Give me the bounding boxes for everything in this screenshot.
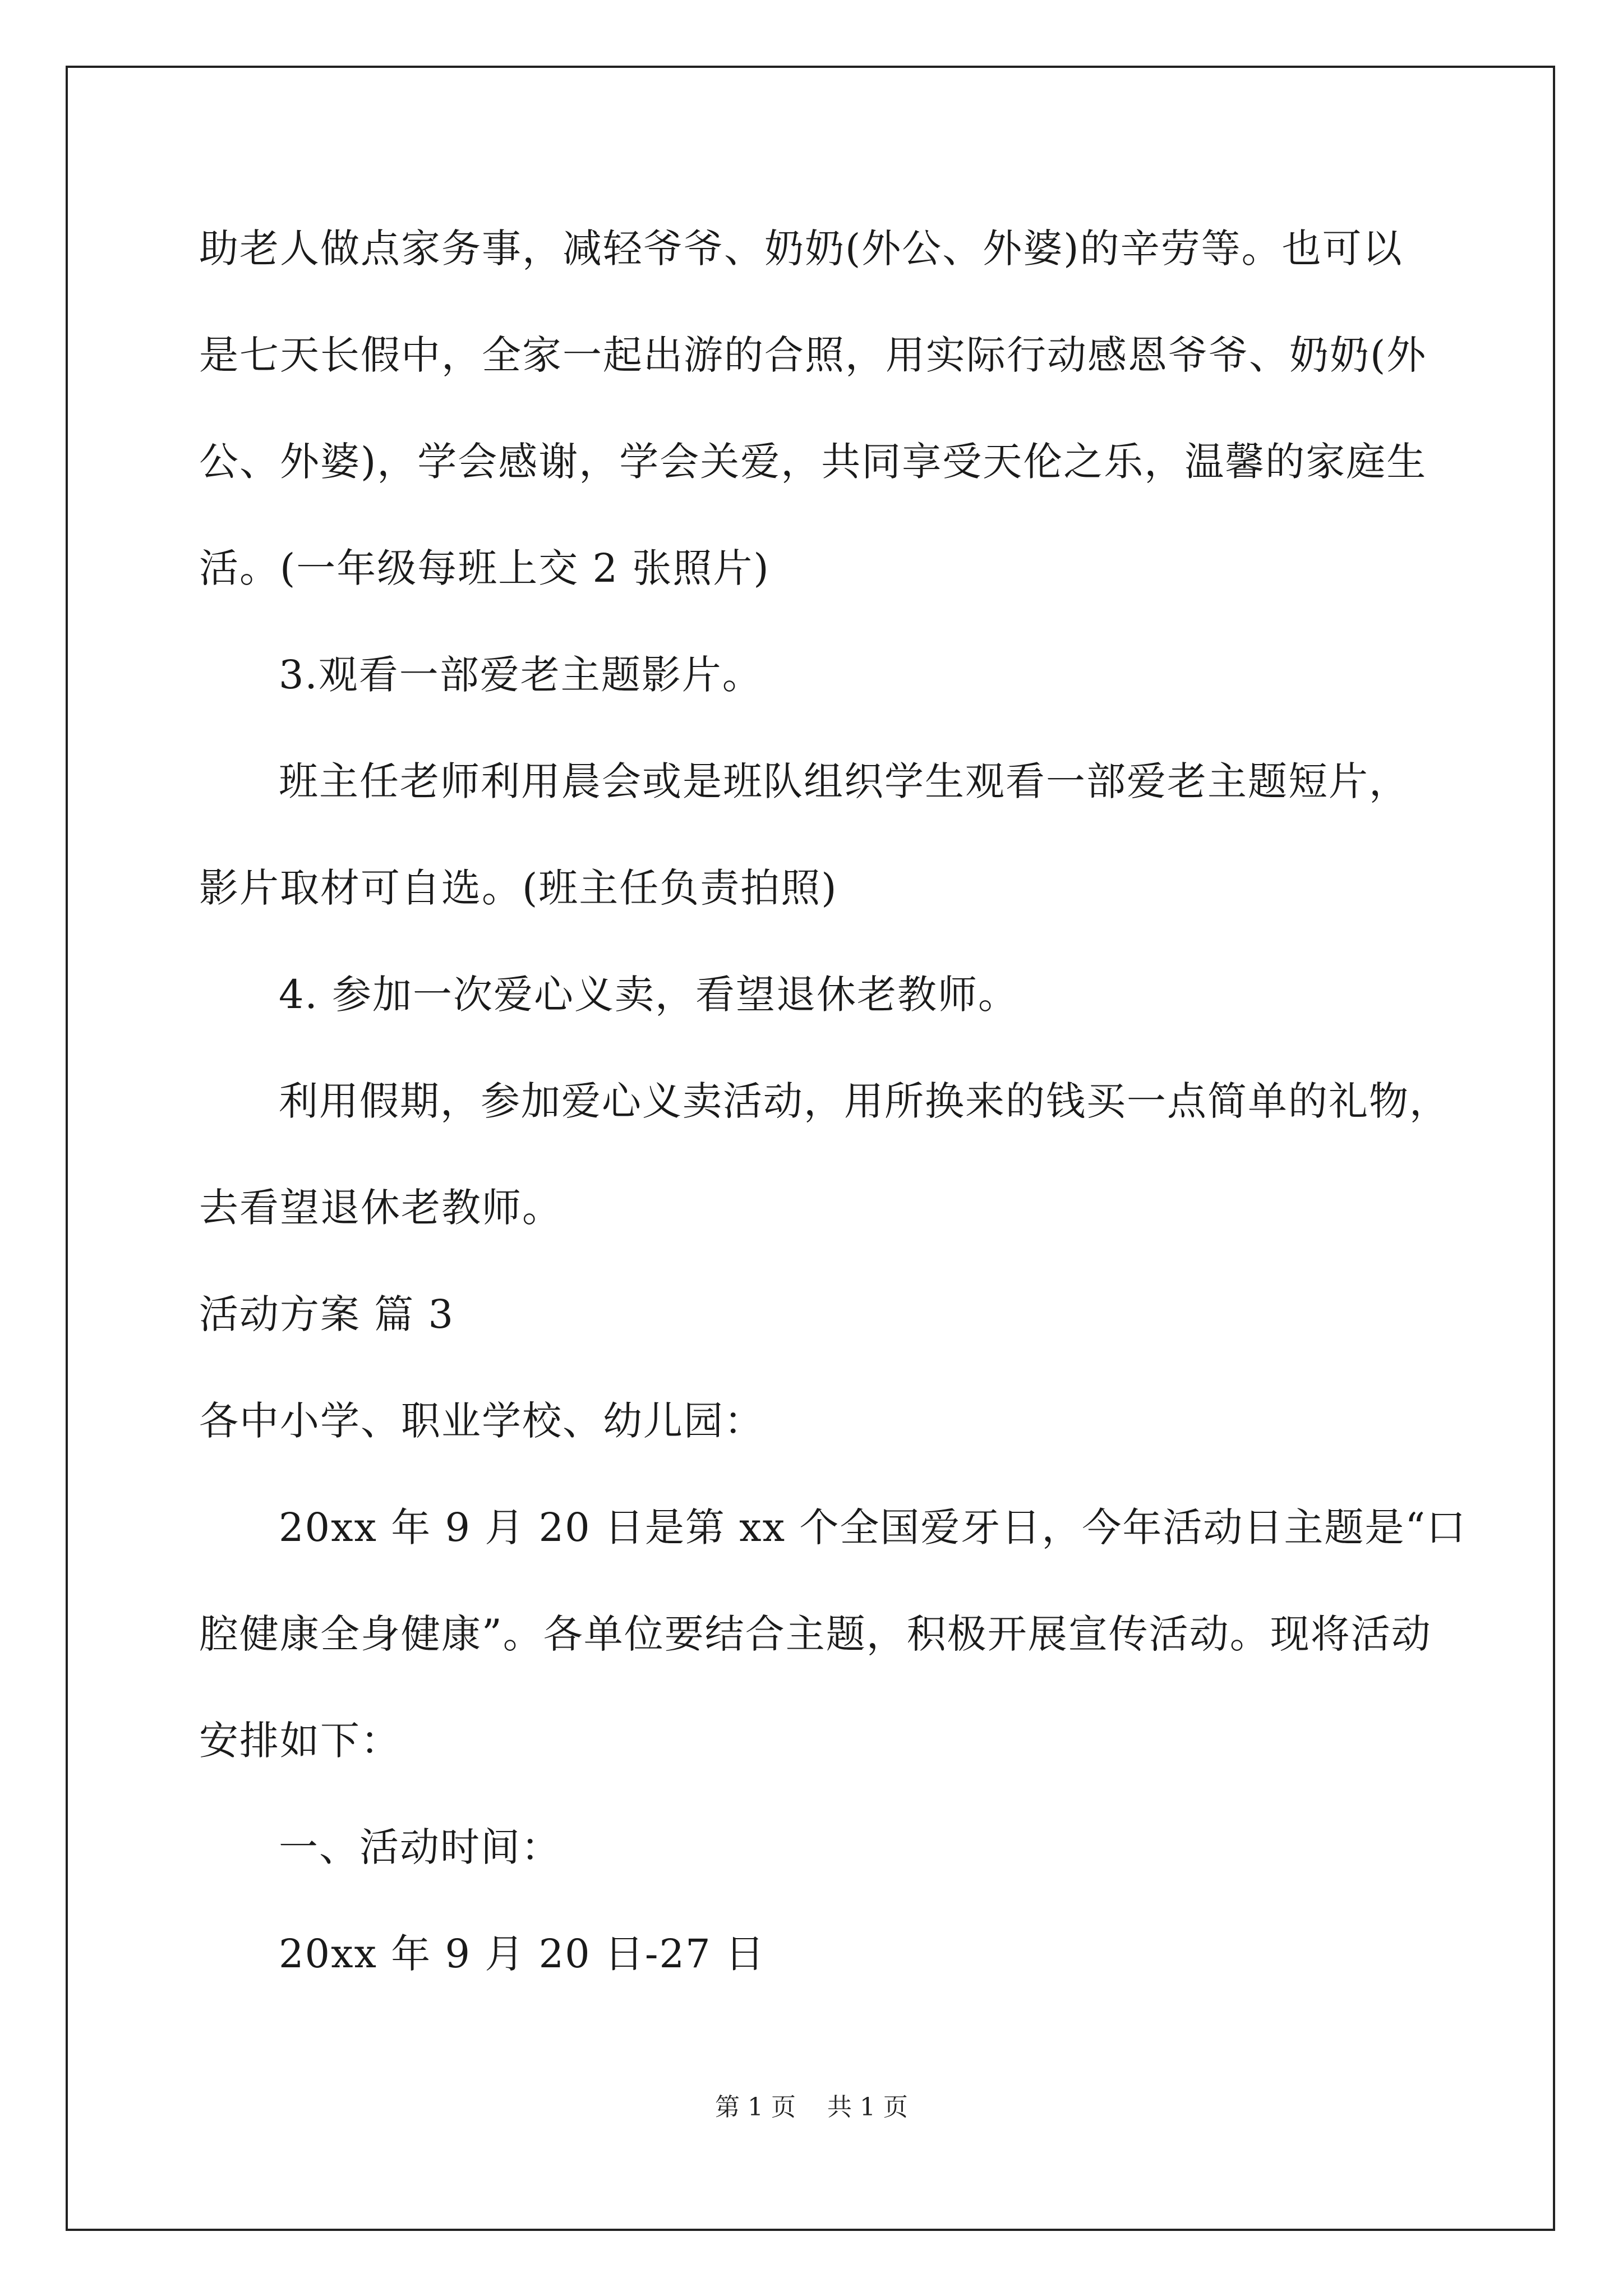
body-line-3: 公、外婆)，学会感谢，学会关爱，共同享受天伦之乐，温馨的家庭生 (199, 439, 1427, 485)
page-footer: 第 1 页 共 1 页 (715, 2093, 908, 2122)
body-line-8: 去看望退休老教师。 (199, 1185, 562, 1231)
body-line-2: 是七天长假中，全家一起出游的合照，用实际行动感恩爷爷、奶奶(外 (199, 332, 1427, 378)
body-line-7: 利用假期，参加爱心义卖活动，用所换来的钱买一点简单的礼物， (279, 1078, 1450, 1124)
page-border (66, 66, 1555, 2231)
section-heading-4: 4. 参加一次爱心义卖，看望退休老教师。 (279, 972, 1019, 1018)
plan-title: 活动方案 篇 3 (199, 1291, 455, 1337)
body-line-1: 助老人做点家务事，减轻爷爷、奶奶(外公、外婆)的辛劳等。也可以 (199, 226, 1403, 272)
section-heading-time: 一、活动时间： (279, 1824, 561, 1870)
section-heading-3: 3.观看一部爱老主题影片。 (279, 652, 763, 698)
activity-date: 20xx 年 9 月 20 日-27 日 (279, 1931, 766, 1977)
body-line-9: 20xx 年 9 月 20 日是第 xx 个全国爱牙日，今年活动日主题是“口 (279, 1504, 1467, 1550)
body-line-4: 活。(一年级每班上交 2 张照片) (199, 545, 770, 591)
salutation: 各中小学、职业学校、幼儿园： (199, 1398, 764, 1444)
body-line-11: 安排如下： (199, 1718, 401, 1764)
body-line-5: 班主任老师利用晨会或是班队组织学生观看一部爱老主题短片， (279, 758, 1409, 804)
body-line-10: 腔健康全身健康”。各单位要结合主题，积极开展宣传活动。现将活动 (199, 1611, 1432, 1657)
body-line-6: 影片取材可自选。(班主任负责拍照) (199, 865, 838, 911)
